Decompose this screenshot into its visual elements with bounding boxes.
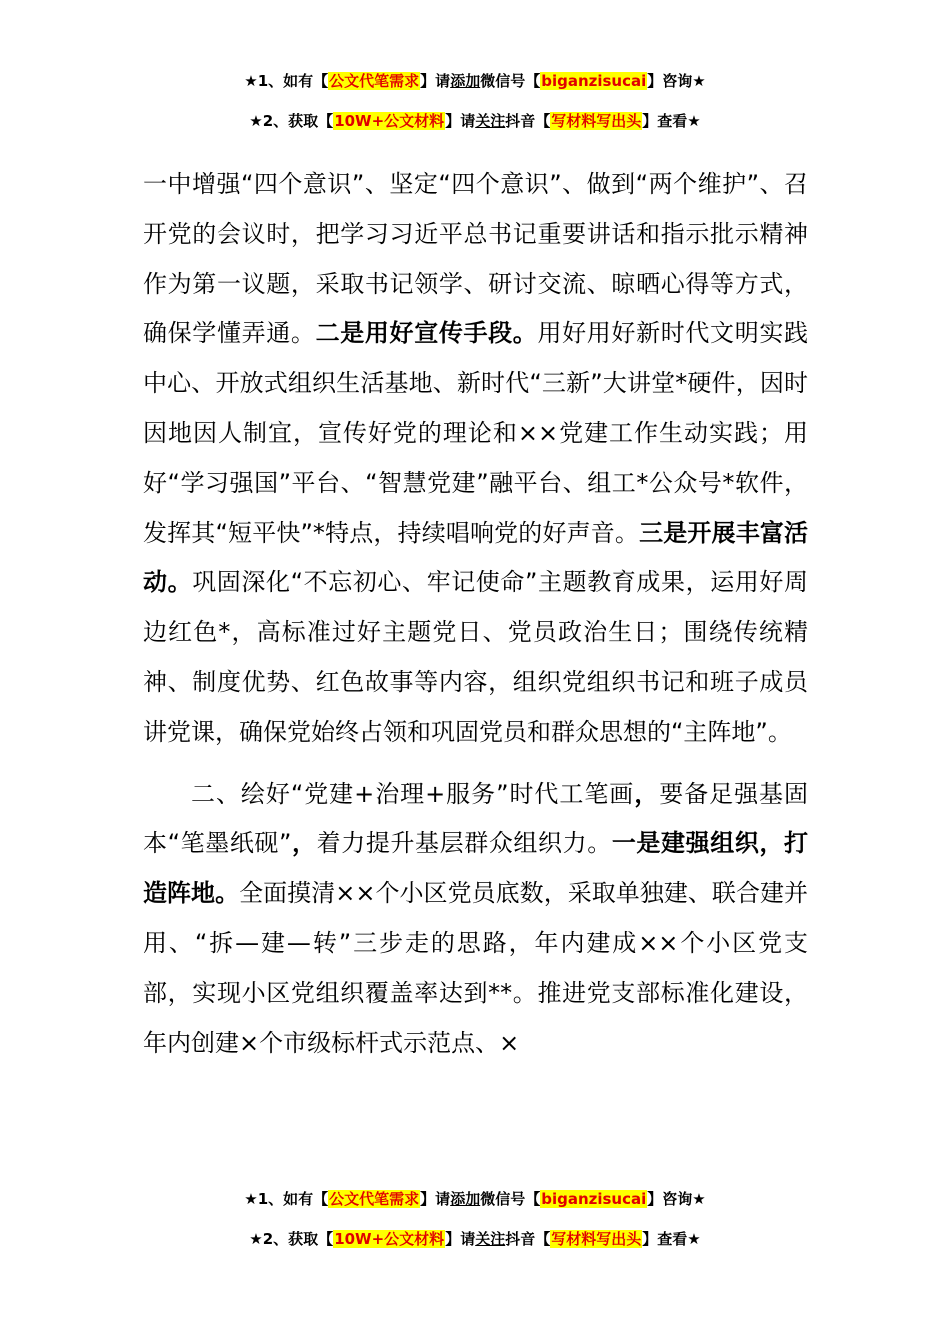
paragraph-1: 一中增强“四个意识”、坚定“四个意识”、做到“两个维护”、召开党的会议时，把学习习近平总书记重要讲话和指示批示精神作为第一议题，采取书记领学、研讨交流、晾晒心得等方式，确保学懂弄通。二是用好宣传手段。用好用好新时代文明实践中心、开放式组织生活基地、新时代“三新”大讲堂*硬件，因时因地因人制宜，宣传好党的理论和××党建工作生动实践；用好“学习强国”平台、“智慧党建”融平台、组工*公众号*软件，发挥其“短平快”*特点，持续唱响党的好声音。三是开展丰富活动。巩固深化“不忘初心、牢记使命”主题教育成果，运用好周边红色*，高标准过好主题党日、党员政治生日；围绕传统精神、制度优势、红色故事等内容，组织党组织书记和班子成员讲党课，确保党始终占领和巩固党员和群众思想的“主阵地”。 <box>143 170 809 746</box>
bold-heading: 二是用好宣传手段。 <box>315 319 538 348</box>
bold-heading: 三是开展丰富活动。 <box>143 518 808 597</box>
highlight-materials: 10W+公文材料 <box>334 112 445 130</box>
highlight-douyin: 写材料写出头 <box>551 1230 642 1248</box>
bold-heading: 一是建强组织，打造阵地。 <box>143 829 809 908</box>
highlight-douyin: 写材料写出头 <box>551 112 642 130</box>
highlight-wechat-id: biganzisucai <box>541 1190 647 1208</box>
footer-banner-line-1: ★1、如有【公文代笔需求】请添加微信号【biganzisucai】咨询★ <box>244 1190 706 1208</box>
header-banner-line-2: ★2、获取【10W+公文材料】请关注抖音【写材料写出头】查看★ <box>249 112 701 130</box>
paragraph-2: 二、绘好“党建+治理+服务”时代工笔画，要备足强基固本“笔墨纸砚”，着力提升基层群众组织力。一是建强组织，打造阵地。全面摸清××个小区党员底数，采取单独建、联合建并用、“拆—建—转”三步走的思路，年内建成××个小区党支部，实现小区党组织覆盖率达到**。推进党支部标准化建设，年内创建×个市级标杆式示范点、× <box>143 779 809 1057</box>
highlight-service: 公文代笔需求 <box>329 72 420 90</box>
highlight-wechat-id: biganzisucai <box>541 72 647 90</box>
highlight-service: 公文代笔需求 <box>329 1190 420 1208</box>
footer-banner-line-2: ★2、获取【10W+公文材料】请关注抖音【写材料写出头】查看★ <box>249 1230 701 1248</box>
document-body <box>143 160 808 1068</box>
highlight-materials: 10W+公文材料 <box>334 1230 445 1248</box>
header-banner-line-1: ★1、如有【公文代笔需求】请添加微信号【biganzisucai】咨询★ <box>244 72 706 90</box>
